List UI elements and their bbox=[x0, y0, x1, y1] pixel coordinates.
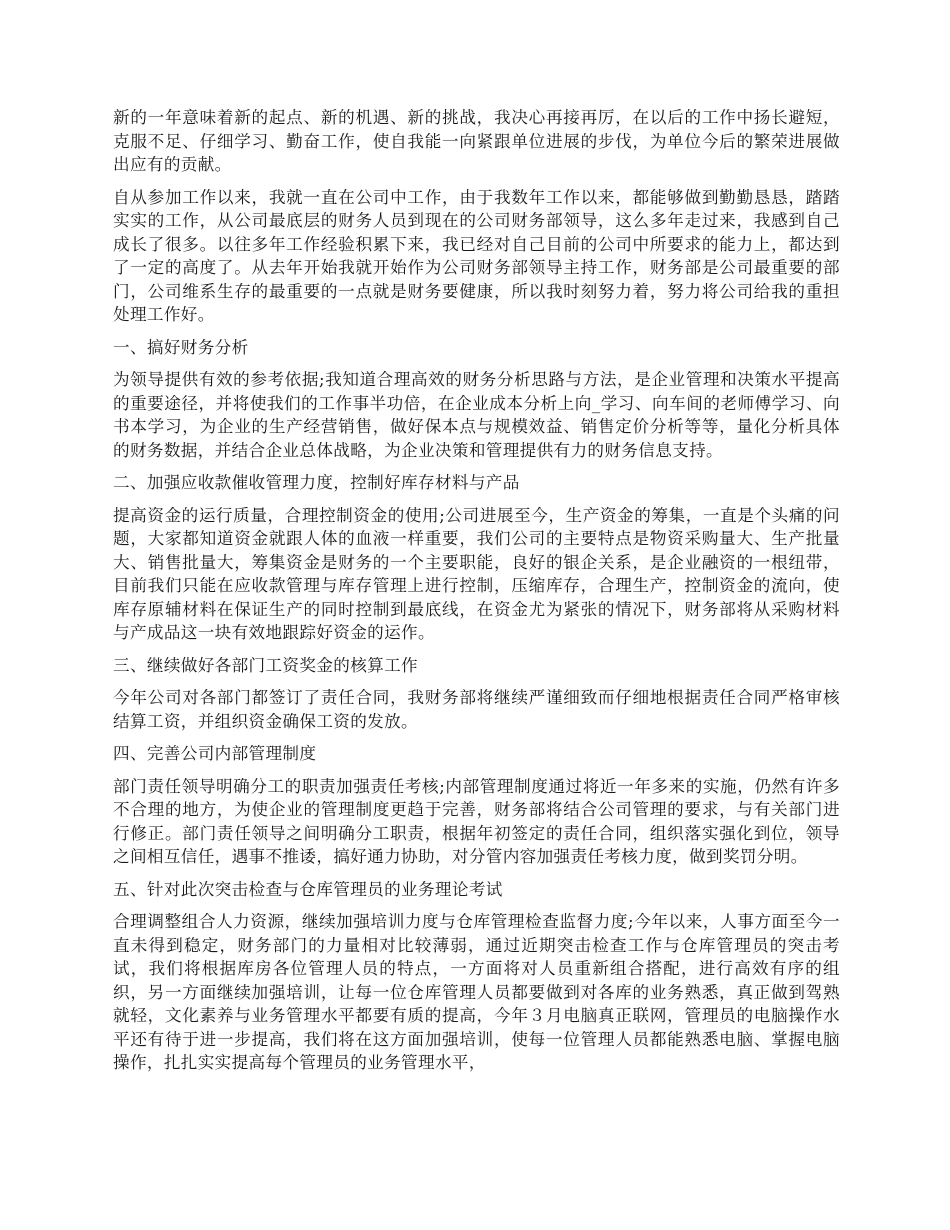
paragraph-section-4: 部门责任领导明确分工的职责加强责任考核;内部管理制度通过将近一年多来的实施，仍然有许多不合理的地方，为使企业的管理制度更趋于完善，财务部将结合公司管理的要求，与有关部门进行修正。部门责任领导之间明确分工职责，根据年初签定的责任合同，组织落实强化到位，领导之间相互信任，遇事不推诿，搞好通力协助，对分管内容加强责任考核力度，做到奖罚分明。 bbox=[113, 776, 840, 866]
section-heading-5: 五、针对此次突击检查与仓库管理员的业务理论考试 bbox=[113, 879, 503, 899]
paragraph-background: 自从参加工作以来，我就一直在公司中工作，由于我数年工作以来，都能够做到勤勤恳恳，踏踏实实的工作，从公司最底层的财务人员到现在的公司财务部领导，这么多年走过来，我感到自己成长了很多。以往多年工作经验积累下来，我已经对自己目前的公司中所要求的能力上，都达到了一定的高度了。从去年开始我就开始作为公司财务部领导主持工作，财务部是公司最重要的部门，公司维系生存的最重要的一点就是财务要健康，所以我时刻努力着，努力将公司给我的重担处理工作好。 bbox=[113, 187, 840, 324]
section-heading-3: 三、继续做好各部门工资奖金的核算工作 bbox=[113, 655, 418, 675]
section-heading-1: 一、搞好财务分析 bbox=[113, 337, 249, 357]
paragraph-section-3: 今年公司对各部门都签订了责任合同，我财务部将继续严谨细致而仔细地根据责任合同严格审核结算工资，并组织资金确保工资的发放。 bbox=[113, 688, 840, 731]
paragraph-section-5: 合理调整组合人力资源，继续加强培训力度与仓库管理检查监督力度;今年以来，人事方面至今一直未得到稳定，财务部门的力量相对比较薄弱，通过近期突击检查工作与仓库管理员的突击考试，我们将根据库房各位管理人员的特点，一方面将对人员重新组合搭配，进行高效有序的组织，另一方面继续加强培训，让每一位仓库管理人员都要做到对各库的业务熟悉，真正做到驾熟就轻，文化素养与业务管理水平都要有质的提高，今年３月电脑真正联网，管理员的电脑操作水平还有待于进一步提高，我们将在这方面加强培训，使每一位管理人员都能熟悉电脑、掌握电脑操作，扎扎实实提高每个管理员的业务管理水平， bbox=[113, 912, 840, 1072]
document-page bbox=[113, 106, 840, 1084]
paragraph-intro: 新的一年意味着新的起点、新的机遇、新的挑战，我决心再接再厉，在以后的工作中扬长避短，克服不足、仔细学习、勤奋工作，使自我能一向紧跟单位进展的步伐，为单位今后的繁荣进展做出应有的贡献。 bbox=[113, 108, 840, 174]
section-heading-4: 四、完善公司内部管理制度 bbox=[113, 744, 317, 763]
paragraph-section-2: 提高资金的运行质量，合理控制资金的使用;公司进展至今，生产资金的筹集，一直是个头痛的问题，大家都知道资金就跟人体的血液一样重要，我们公司的主要特点是物资采购量大、生产批量大、销售批量大，筹集资金是财务的一个主要职能，良好的银企关系，是企业融资的一根纽带，目前我们只能在应收款管理与库存管理上进行控制，压缩库存，合理生产，控制资金的流向，使库存原辅材料在保证生产的同时控制到最底线，在资金尤为紧张的情况下，财务部将从采购材料与产成品这一块有效地跟踪好资金的运作。 bbox=[113, 505, 840, 642]
paragraph-section-1: 为领导提供有效的参考依据;我知道合理高效的财务分析思路与方法，是企业管理和决策水平提高的重要途径，并将使我们的工作事半功倍，在企业成本分析上向_学习、向车间的老师傅学习、向书本学习，为企业的生产经营销售，做好保本点与规模效益、销售定价分析等等，量化分析具体的财务数据，并结合企业总体战略，为企业决策和管理提供有力的财务信息支持。 bbox=[113, 370, 840, 460]
section-heading-2: 二、加强应收款催收管理力度，控制好库存材料与产品 bbox=[113, 473, 520, 492]
